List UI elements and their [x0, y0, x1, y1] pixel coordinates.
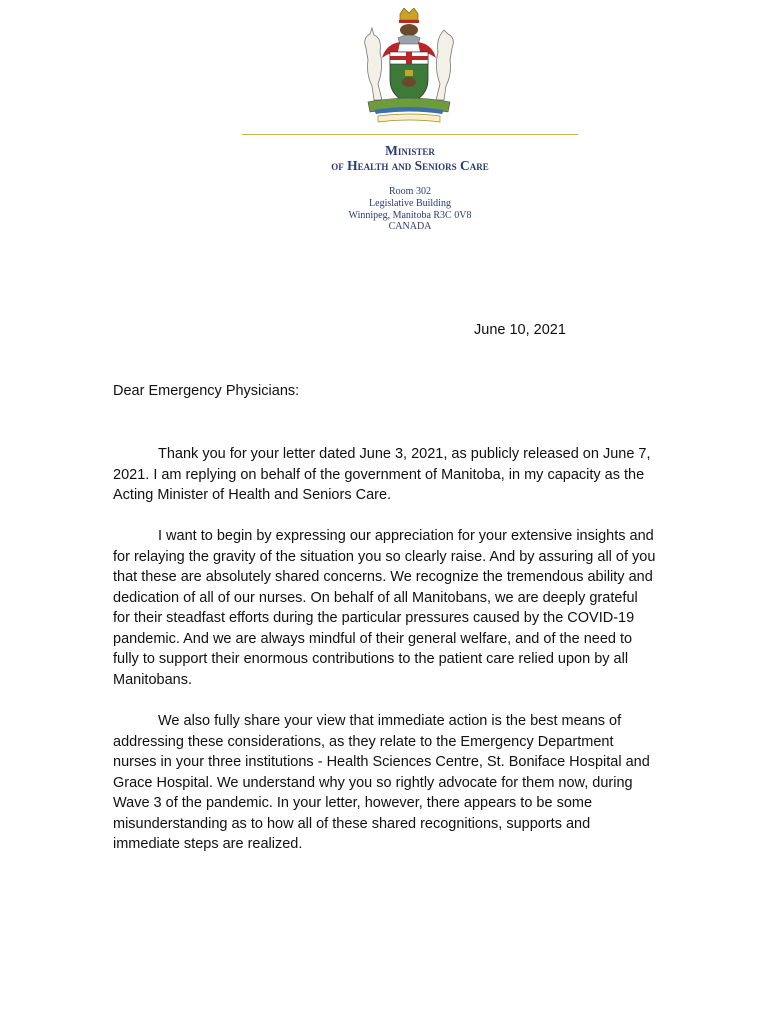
letterhead-address [242, 186, 578, 233]
letterhead-divider [242, 134, 578, 135]
letter-date: June 10, 2021 [474, 322, 566, 338]
office-line-1: Minister [385, 143, 435, 158]
letterhead-title [242, 143, 578, 173]
office-line-2: of Health and Seniors Care [331, 158, 489, 173]
address-line: Legislative Building [369, 197, 451, 209]
coat-of-arms-emblem [356, 8, 462, 126]
body-paragraph: Thank you for your letter dated June 3, 2021, as publicly released on June 7, 2021. I am replying on behalf of the government of Manitoba, in my capacity as the Acting Minister of Health and Seniors Care. [113, 446, 651, 503]
body-paragraph: We also fully share your view that immediate action is the best means of addressing these considerations, as they relate to the Emergency Department nurses in your three institutions - Health Sciences Centre, St. Boniface Hospital and Grace Hospital. We understand why you so rightly advocate for them now, during Wave 3 of the pandemic. In your letter, however, there appears to be some misunderstanding as to how all of these shared recognitions, supports and immediate steps are realized. [113, 713, 650, 852]
address-line: CANADA [388, 221, 432, 233]
letter-salutation: Dear Emergency Physicians: [113, 383, 300, 399]
address-line: Room 302 [389, 186, 431, 197]
address-line: Winnipeg, Manitoba R3C 0V8 [348, 209, 472, 221]
body-paragraph: I want to begin by expressing our appreciation for your extensive insights and for relaying the gravity of the situation you so clearly raise. And by assuring all of you that these are absolutely shared concerns. We recognize the tremendous ability and dedication of all of our nurses. On behalf of all Manitobans, we are deeply grateful for their steadfast efforts during the particular pressures caused by the COVID-19 pandemic. And we are always mindful of their general welfare, and of the need to fully to support their enormous contributions to the patient care relied upon by all Manitobans. [113, 528, 656, 688]
